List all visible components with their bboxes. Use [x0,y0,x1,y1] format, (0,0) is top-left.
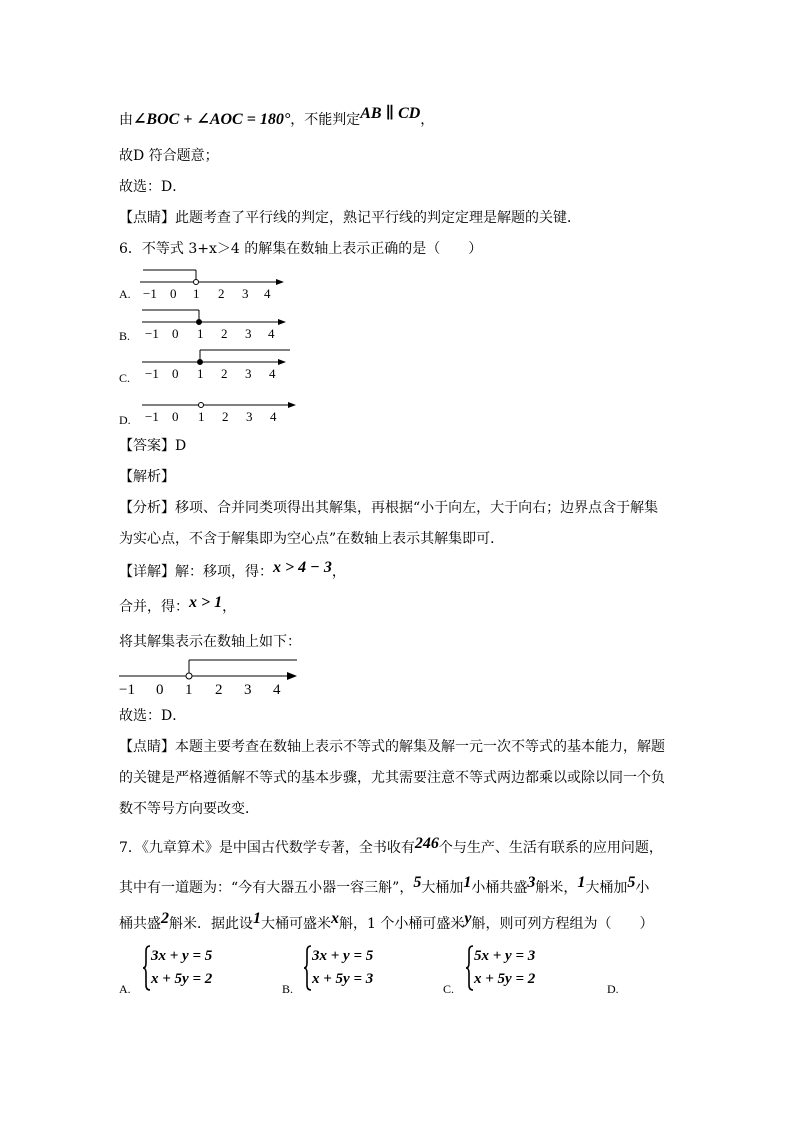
svg-text:4: 4 [264,286,271,301]
svg-text:−1: −1 [145,326,159,341]
option-letter: B. [119,329,131,343]
text-line: 【点睛】此题考查了平行线的判定，熟记平行线的判定定理是解题的关键． [119,210,581,226]
svg-text:4: 4 [270,409,277,424]
number-line-option-c [140,348,292,386]
text-line [119,105,435,130]
math-expression: AB ∥ CD [360,105,421,122]
text: 合并，得： [119,599,189,615]
option-letter: D. [607,982,619,996]
arrow-icon [276,279,284,285]
analysis-heading: 【解析】 [119,469,175,485]
open-point [186,673,192,679]
open-point [199,403,204,408]
equation: 5x + y = 3 [474,948,536,964]
svg-text:−1: −1 [119,682,135,698]
svg-text:1: 1 [197,366,204,381]
answer-line: 【答案】D [119,438,187,454]
option-letter: C. [119,371,131,385]
svg-text:4: 4 [273,682,281,698]
summary-line: 的关键是严格遵循解不等式的基本步骤，尤其需要注意不等式两边都乘以或除以同一个负 [119,770,665,786]
text-line: 故选：D． [119,179,187,195]
svg-text:0: 0 [172,409,179,424]
solution-number-line [117,656,302,702]
equation-system-a [142,945,242,991]
detail-line [119,559,346,582]
number-line-option-a [138,268,288,306]
svg-text:3: 3 [244,682,252,698]
question-stem: 其中有一道题为：“今有大器五小器一容三斛”，5大桶加1小桶共盛3斛米，1大桶加5小 [119,874,650,896]
svg-text:1: 1 [193,286,200,301]
number-line-svg [140,308,290,342]
question-stem: 桶共盛2斛米．据此设1大桶可盛米x斛，1 个小桶可盛米y斛，则可列方程组为（ ） [119,910,654,932]
svg-text:0: 0 [172,326,179,341]
svg-text:2: 2 [221,366,228,381]
arrow-icon [288,402,296,408]
analysis-line: 为实心点，不含于解集即为空心点”在数轴上表示其解集即可． [119,531,505,547]
text-line: 故选：D． [119,708,187,724]
question-stem: 7．《九章算术》是中国古代数学专著，全书收有246个与生产、生活有联系的应用问题， [119,835,663,856]
open-point [194,280,199,285]
svg-text:−1: −1 [145,409,159,424]
svg-text:0: 0 [172,366,179,381]
math-expression: x > 4 − 3 [273,559,332,576]
equation: x + 5y = 2 [151,971,213,987]
svg-text:4: 4 [269,366,276,381]
svg-text:3: 3 [245,366,252,381]
number-line-option-b [140,308,290,346]
option-letter: D. [119,413,131,427]
equation-system-b [303,945,403,991]
summary-line: 【点睛】本题主要考查在数轴上表示不等式的解集及解一元一次不等式的基本能力，解题 [119,739,665,755]
svg-text:1: 1 [197,326,204,341]
text-line: 将其解集表示在数轴上如下： [119,634,301,650]
text: ， [222,599,237,615]
merge-line [119,594,237,617]
svg-text:0: 0 [170,286,177,301]
arrow-icon [278,319,286,325]
text: ，不能判定 [290,112,361,128]
number-line-svg [140,396,300,426]
svg-text:3: 3 [246,409,253,424]
text: ， [331,564,346,580]
svg-text:2: 2 [221,326,228,341]
svg-text:3: 3 [245,326,252,341]
text: ， [420,112,435,128]
svg-text:1: 1 [198,409,205,424]
svg-text:1: 1 [185,682,193,698]
analysis-line: 【分析】移项、合并同类项得出其解集，再根据“小于向左，大于向右；边界点含于解集 [119,500,659,516]
svg-text:4: 4 [268,326,275,341]
option-letter: C. [443,982,455,996]
arrow-icon [278,359,286,365]
equation: x + 5y = 2 [474,971,536,987]
closed-point [197,320,202,325]
number-line-option-d [140,396,300,430]
text: 【详解】解：移项，得： [119,564,273,580]
equation: 3x + y = 5 [151,948,213,964]
text: 由 [119,112,133,128]
question-stem: 6．不等式 3+x＞4 的解集在数轴上表示正确的是（ ） [119,241,483,257]
equation: x + 5y = 3 [312,971,374,987]
equation-system-c [465,945,565,991]
option-letter: A. [119,287,131,301]
closed-point [198,360,203,365]
svg-text:2: 2 [218,286,225,301]
svg-text:0: 0 [156,682,164,698]
option-letter: A. [119,982,131,996]
number-line-svg [117,656,302,698]
svg-text:3: 3 [242,286,249,301]
summary-line: 数不等号方向要改变． [119,801,259,817]
svg-text:2: 2 [215,682,223,698]
number-line-svg [140,348,292,382]
math-expression: ∠BOC + ∠AOC = 180° [133,111,291,128]
math-expression: x > 1 [189,594,223,611]
arrow-icon [287,672,297,680]
svg-text:−1: −1 [145,366,159,381]
option-letter: B. [282,982,294,996]
svg-text:−1: −1 [143,286,157,301]
svg-text:2: 2 [222,409,229,424]
equation: 3x + y = 5 [312,948,374,964]
number-line-svg [138,268,288,302]
text-line: 故D 符合题意； [119,148,219,164]
